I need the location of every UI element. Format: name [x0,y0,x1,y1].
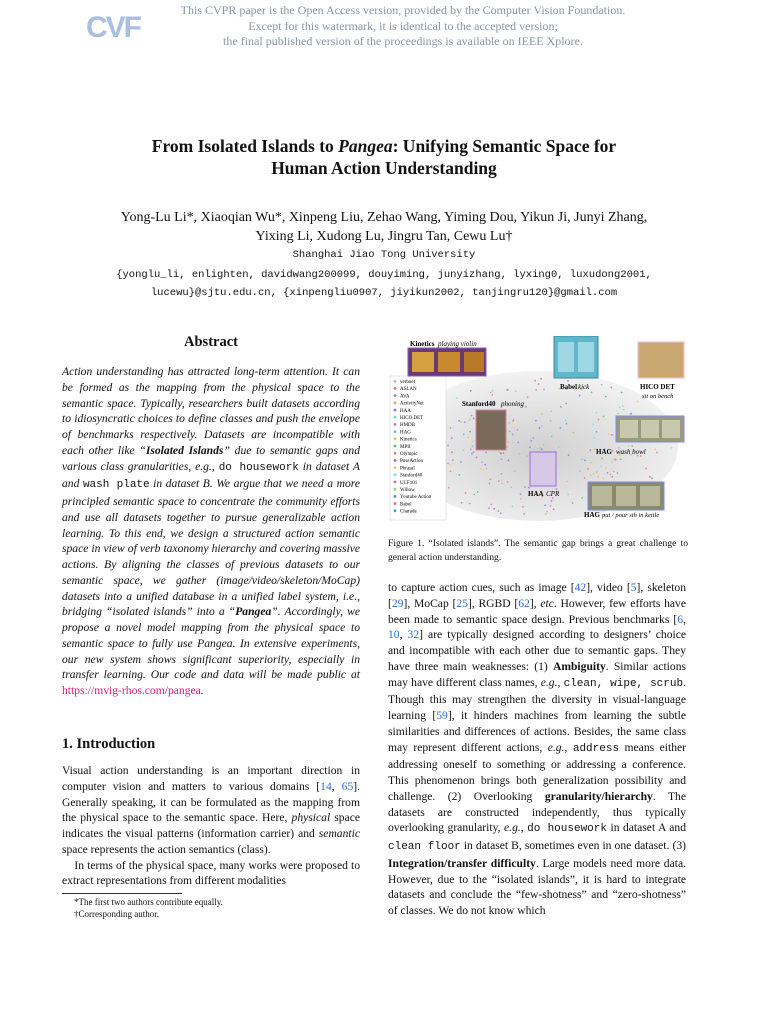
scatter-point [611,476,613,478]
scatter-point [621,392,623,394]
scatter-point [611,434,613,436]
scatter-point [649,476,651,478]
legend-marker [394,401,397,404]
scatter-point [607,472,609,474]
scatter-point [490,392,492,394]
scatter-point [611,461,613,463]
scatter-point [651,477,653,479]
scatter-point [529,446,531,448]
scatter-point [463,449,465,451]
scatter-point [566,423,568,425]
legend-marker [394,394,397,397]
scatter-point [490,504,492,506]
scatter-point [493,508,495,510]
scatter-point [590,462,592,464]
citation-6[interactable]: 6 [677,612,684,626]
scatter-point [471,415,473,417]
citation-29[interactable]: 29 [391,596,404,610]
legend-marker [394,495,397,498]
scatter-point [447,462,449,464]
legend-marker [394,452,397,455]
scatter-point [501,473,503,475]
scatter-point [507,481,509,483]
figure-caption: Figure 1. “Isolated islands”. The semantic gap brings a great challenge to general action understanding. [388,538,688,563]
scatter-point [538,383,540,385]
scatter-point [471,453,473,455]
scatter-point [544,504,546,506]
scatter-point [579,395,581,397]
scatter-point [610,474,612,476]
scatter-point [605,396,607,398]
scatter-point [472,445,474,447]
label-stanford-act: phoning [501,400,524,408]
scatter-point [590,449,592,451]
legend-marker [394,473,397,476]
scatter-point [473,417,475,419]
scatter-point [451,437,453,439]
scatter-point [553,508,555,510]
author-list: Yong-Lu Li*, Xiaoqian Wu*, Xinpeng Liu, Zehao Wang, Yiming Dou, Yikun Ji, Junyi Zhang, Yixing Li, Xudong Lu, Jingru Tan, Cewu Lu† [120,210,648,244]
scatter-point [503,452,505,454]
scatter-point [512,433,514,435]
scatter-point [539,427,541,429]
scatter-point [480,467,482,469]
scatter-point [610,387,612,389]
legend-marker [394,416,397,419]
scatter-point [594,437,596,439]
scatter-point [492,390,494,392]
cvf-logo [84,6,144,46]
scatter-point [545,513,547,515]
scatter-point [507,459,509,461]
scatter-point [560,406,562,408]
scatter-point [566,481,568,483]
scatter-point [565,403,567,405]
scatter-point [541,448,543,450]
scatter-point [468,419,470,421]
legend-label: Phrasal [400,466,415,472]
scatter-point [603,415,605,417]
legend-label: AVA [400,394,410,400]
legend-label: Babel [400,502,412,508]
scatter-point [616,472,618,474]
legend-label: MPII [400,444,411,450]
legend-label: verbnet [400,380,415,385]
scatter-point [630,413,632,415]
legend-label: HAA [400,408,411,414]
scatter-point [582,458,584,460]
footnotes [74,896,223,920]
scatter-point [511,506,513,508]
scatter-point [450,470,452,472]
scatter-point [514,470,516,472]
citation-42[interactable]: 42 [574,581,587,594]
label-hico-act: sit on bench [642,393,674,400]
scatter-point [584,477,586,479]
scatter-point [558,446,560,448]
scatter-point [481,461,483,463]
scatter-point [449,464,451,466]
scatter-point [448,487,450,489]
scatter-point [593,473,595,475]
scatter-point [506,389,508,391]
label-hag-2-act: put / pour sth in kettle [602,512,660,519]
scatter-point [572,502,574,504]
scatter-point [519,453,521,455]
scatter-point [546,511,548,513]
scatter-point [628,445,630,447]
watermark-line-3: the final published version of the proceedings is available on IEEE Xplore. [223,34,583,48]
scatter-point [527,396,529,398]
scatter-point [517,441,519,443]
scatter-point [460,421,462,423]
scatter-point [499,452,501,454]
scatter-point [601,457,603,459]
label-babel: Babel [560,383,578,391]
scatter-point [608,433,610,435]
citation-25[interactable]: 25 [456,596,468,610]
scatter-point [539,447,541,449]
label-hag-2: HAG [584,511,600,519]
intro-text: Visual action understanding is an important direction in computer vision and matters to various domains [14, 65]. Generally speaking, it can be formulated as the mapping from the physical space to the semantic space. Here, physical space indicates the visual patterns (information carrier) and semantic space represents the action semantics (class). In terms of the physical space, many works were proposed to extract representations from different modalities [62,764,361,888]
legend-marker [394,445,397,448]
scatter-point [671,447,673,449]
scatter-point [456,397,458,399]
scatter-point [500,458,502,460]
haa-image [530,452,556,486]
paper-title: From Isolated Islands to Pangea: Unifying Semantic Space for Human Action Understanding [151,136,617,178]
label-haa: HAA [528,490,544,498]
scatter-point [476,456,478,458]
scatter-point [477,491,479,493]
scatter-point [497,510,499,512]
legend-marker [394,459,397,462]
legend-marker [394,423,397,426]
scatter-point [612,450,614,452]
cvf-logo-text: CVF [86,11,140,44]
scatter-point [509,431,511,433]
abstract-heading: Abstract [184,334,238,350]
scatter-point [584,459,586,461]
scatter-point [525,406,527,408]
scatter-point [543,444,545,446]
legend-marker [394,509,397,512]
label-kinetics: Kinetics [410,340,435,348]
scatter-point [526,455,528,457]
scatter-point [550,410,552,412]
label-hag-1: HAG [596,448,612,456]
scatter-point [515,390,517,392]
scatter-point [591,392,593,394]
figure-1 [388,336,688,528]
scatter-point [473,451,475,453]
abstract-text: Action understanding has attracted long-term attention. It can be formed as the mapping from the physical space to the semantic space. Typically, researchers built datasets according to idiosyncratic choices to define classes and push the envelope of benchmarks respectively. Datasets are incompatible with each other like “Isolated Islands” due to semantic gaps and various class granularities, e.g., do housework in dataset A and wash plate in dataset B. We argue that we need a more principled semantic space to concentrate the community efforts and use all datasets together to pursue generalizable action learning. To this end, we design a structured action semantic space in view of verb taxonomy hierarchy and covering massive actions. By aligning the classes of previous datasets to our semantic space, we gather (image/video/skeleton/MoCap) datasets into a unified database in a unified label system, i.e., bridging “isolated islands” into a “Pangea”. Accordingly, we propose a novel model mapping from the physical space to semantic space to fully use Pangea. In extensive experiments, our new system shows significant superiority, especially in transfer learning. Our code and data will be made public at https://mvig-rhos.com/pangea. [62,365,361,697]
legend-label: PoseAction [400,459,424,465]
scatter-point [568,454,570,456]
scatter-point [615,459,617,461]
scatter-point [451,451,453,453]
scatter-point [472,441,474,443]
legend-marker [394,488,397,491]
scatter-point [533,437,535,439]
citation-32[interactable]: 32 [407,628,420,642]
scatter-point [485,452,487,454]
code-link[interactable]: https://mvig-rhos.com/pangea [62,684,201,697]
citation-5[interactable]: 5 [630,581,637,594]
scatter-point [613,471,615,473]
scatter-point [550,505,552,507]
scatter-point [543,389,545,391]
scatter-point [484,464,486,466]
legend-label: Kinetics [400,437,417,443]
footnote-1: *The first two authors contribute equally. [74,897,223,907]
scatter-point [581,497,583,499]
scatter-point [559,427,561,429]
right-column-text: to capture action cues, such as image [42], video [5], skeleton [29], MoCap [25], RGBD [62], etc. However, few efforts have been made to semantic space design. Previous benchmarks [6, 10, 32] are typically designed according to designers’ choice and incompatible with each other due to semantic gaps. They have three main weaknesses: (1) Ambiguity. Similar actions may have different class names, e.g., clean, wipe, scrub. Though this may strengthen the diversity in visual-language learning [59], it hinders machines from learning the subtle similarities and differences of actions. Besides, the same class may represent different actions, e.g., address means either addressing oneself to something or addressing a conference. This phenomenon brings both generalization possibility and challenge. (2) Overlooking granularity/hierarchy. The datasets are constructed independently, thus typically overlooking granularity, e.g., do housework in dataset A and clean floor in dataset B, sometimes even in one dataset. (3) Integration/transfer difficulty. Large models need more data. However, due to the “isolated islands”, it is hard to integrate datasets and conclude the “few-shotness” and “zero-shotness” of classes. We do not know which [388,581,687,917]
scatter-point [464,421,466,423]
scatter-point [500,512,502,514]
intro-heading: 1. Introduction [62,736,156,752]
scatter-point [530,440,532,442]
scatter-point [463,433,465,435]
scatter-point [645,467,647,469]
scatter-point [590,474,592,476]
label-hico: HICO DET [640,383,675,391]
scatter-point [520,498,522,500]
legend-label: Willow [400,488,415,493]
scatter-point [572,432,574,434]
scatter-point [489,478,491,480]
citation-10[interactable]: 10 [388,628,400,642]
legend-marker [394,481,397,484]
scatter-point [596,431,598,433]
scatter-point [541,413,543,415]
footnote-rule [62,893,182,894]
scatter-point [602,477,604,479]
scatter-point [597,476,599,478]
scatter-point [488,507,490,509]
legend-label: ASLAN [400,387,417,393]
label-hag-1-act: wash bowl [616,448,646,456]
scatter-point [460,461,462,463]
scatter-point [470,390,472,392]
legend-label: HMDB [400,423,416,429]
scatter-point [520,493,522,495]
citation-59[interactable]: 59 [436,709,448,722]
scatter-point [506,446,508,448]
scatter-point [656,452,658,454]
scatter-point [567,493,569,495]
stanford-image [476,410,506,450]
scatter-point [622,405,624,407]
legend-marker [394,437,397,440]
scatter-point [620,458,622,460]
scatter-point [541,425,543,427]
scatter-point [465,492,467,494]
scatter-point [473,494,475,496]
scatter-point [486,468,488,470]
label-kinetics-act: playing violin [438,340,477,348]
scatter-point [654,448,656,450]
scatter-point [596,471,598,473]
legend-label: HAG [400,430,411,436]
scatter-point [470,448,472,450]
legend-label: Olympic [400,452,418,457]
scatter-point [550,420,552,422]
scatter-point [601,465,603,467]
scatter-point [498,480,500,482]
scatter-point [501,483,503,485]
scatter-point [523,513,525,515]
label-stanford: Stanford40 [462,400,496,408]
legend-marker [394,409,397,412]
hico-image [638,342,684,378]
scatter-point [631,445,633,447]
scatter-point [535,420,537,422]
scatter-point [540,378,542,380]
scatter-point [592,423,594,425]
scatter-point [522,506,524,508]
scatter-point [601,384,603,386]
legend-label: Charade [400,509,417,515]
scatter-point [579,470,581,472]
scatter-point [461,502,463,504]
legend-marker [394,466,397,469]
watermark-line-1: This CVPR paper is the Open Access version, provided by the Computer Vision Foundation. [180,3,626,17]
scatter-point [619,407,621,409]
scatter-point [535,389,537,391]
scatter-point [567,380,569,382]
legend-label: Stanford40 [400,473,423,479]
scatter-point [468,437,470,439]
scatter-point [500,453,502,455]
scatter-point [623,409,625,411]
scatter-point [598,419,600,421]
legend-marker [394,502,397,505]
citation-65[interactable]: 65 [341,779,354,793]
scatter-point [517,429,519,431]
legend-marker [394,430,397,433]
scatter-point [458,474,460,476]
scatter-point [528,487,530,489]
scatter-point [488,483,490,485]
scatter-point [596,412,598,414]
scatter-point [491,394,493,396]
scatter-point [450,427,452,429]
scatter-point [508,422,510,424]
scatter-point [447,444,449,446]
watermark-text [150,3,656,50]
legend-label: HICO DET [400,416,424,421]
legend-label: ActivityNet [400,401,424,407]
scatter-point [613,458,615,460]
scatter-point [587,468,589,470]
scatter-point [458,420,460,422]
label-babel-act: kick [578,383,590,391]
label-haa-act: CPR [546,490,560,498]
scatter-point [524,486,526,488]
citation-14[interactable]: 14 [320,779,332,793]
legend-label: UCF101 [400,480,418,486]
citation-62[interactable]: 62 [518,596,530,610]
legend-label: Youtube Action [400,495,432,501]
scatter-point [551,436,553,438]
scatter-point [534,380,536,382]
scatter-point [452,459,454,461]
affiliation: Shanghai Jiao Tong University [292,249,476,261]
scatter-point [510,486,512,488]
scatter-point [469,503,471,505]
legend-marker [394,380,397,383]
scatter-point [617,413,619,415]
scatter-point [469,431,471,433]
scatter-point [637,401,639,403]
watermark-line-2: Except for this watermark, it is identical to the accepted version; [248,18,558,33]
footnote-2: †Corresponding author. [74,909,159,919]
email-list: {yonglu_li, enlighten, davidwang200099, douyiming, junyizhang, lyxing0, luxudong2001, lucewu}@sjtu.edu.cn, {xinpengliu0907, jiyikun2002, tanjingru120}@gmail.com [116,269,652,299]
scatter-point [605,467,607,469]
legend-marker [394,387,397,390]
scatter-point [507,441,509,443]
scatter-point [551,500,553,502]
scatter-point [565,419,567,421]
scatter-point [513,419,515,421]
